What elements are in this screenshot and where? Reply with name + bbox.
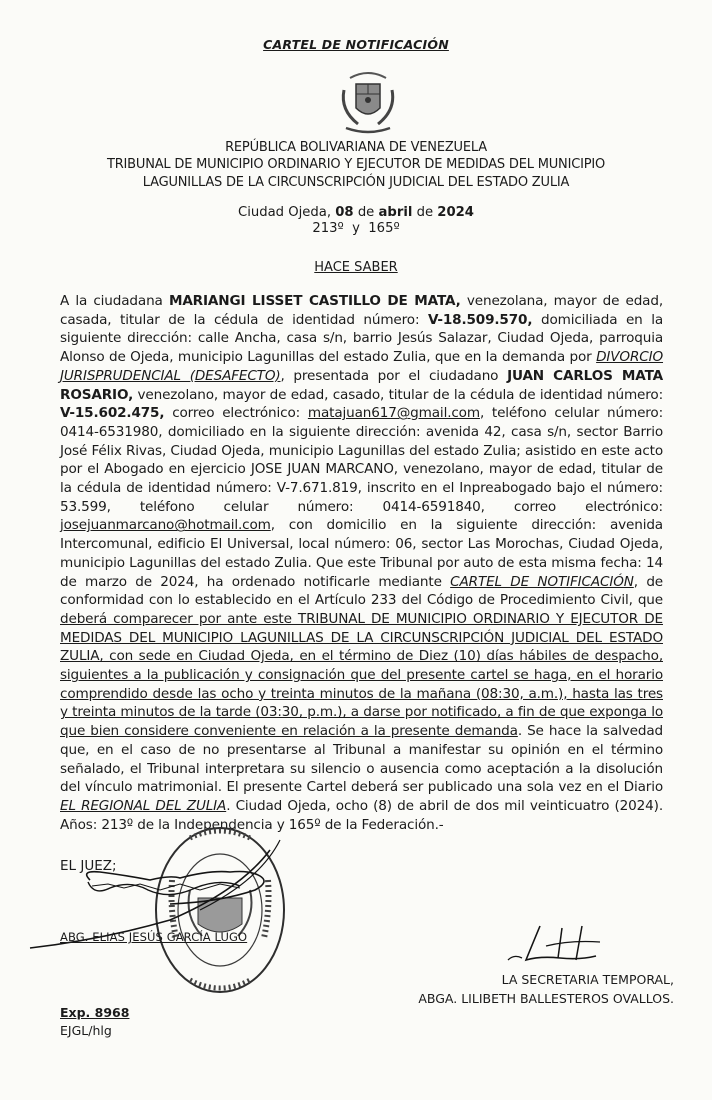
document-title: CARTEL DE NOTIFICACIÓN bbox=[263, 37, 449, 52]
demand-type: DIVORCIO JURISPRUDENCIAL (DESAFECTO) bbox=[60, 349, 664, 384]
newspaper-name: EL REGIONAL DEL ZULIA bbox=[60, 797, 227, 814]
expediente-number: Exp. 8968 bbox=[60, 1005, 130, 1020]
secretary-title: LA SECRETARIA TEMPORAL, bbox=[501, 972, 674, 987]
notice-body: A la ciudadana MARIANGI LISSET CASTILLO DE MATA, venezolana, mayor de edad, casada, titular de la cédula de identidad número: V-18.509.570, domiciliada en la siguiente dirección: calle Ancha, casa s/n, barrio Jesús Salazar, Ciudad Ojeda, parroquia Alonso de Ojeda, municipio Lagunillas del estado Zulia, que en la demanda por DIVORCIO JURISPRUDENCIAL (DESAFECTO), presentada por el ciudadano JUAN CARLOS MATA ROSARIO, venezolano, mayor de edad, casado, titular de la cédula de identidad número: V-15.602.475, correo electrónico: matajuan617@gmail.com, teléfono celular número: 0414-6531980, domiciliado en la siguiente dirección: avenida 42, casa s/n, sector Barrio José Félix Rivas, Ciudad Ojeda, municipio Lagunillas del estado Zulia; asistido en este acto por el Abogado en ejercicio JOSE JUAN MARCANO, venezolano, mayor de edad, titular de la cédula de identidad número: V-7.671.819, inscrito en el Inpreabogado bajo el número: 53.599, teléfono celular número: 0414-6591840, correo electrónico: josejuanmarcano@hotmail.com, con domicilio en la siguiente dirección: avenida Intercomunal, edificio El Universal, local número: 06, sector Las Morochas, Ciudad Ojeda, municipio Lagunillas del estado Zulia. Que este Tribunal por auto de esta misma fecha: 14 de marzo de 2024, ha ordenado notificarle mediante CARTEL DE NOTIFICACIÓN, de conformidad con lo establecido en el Artículo 233 del Código de Procedimiento Civil, que deberá comparecer por ante este TRIBUNAL DE MUNICIPIO ORDINARIO Y EJECUTOR DE MEDIDAS DEL MUNICIPIO LAGUNILLAS DE LA CIRCUNSCRIPCIÓN JUDICIAL DEL ESTADO ZULIA, con sede en Ciudad Ojeda, en el término de Diez (10) días hábiles de despacho, siguientes a la publicación y consignación que del presente cartel se haga, en el horario comprendido desde las ocho y treinta minutos de la mañana (08:30, a.m.), hasta las tres y treinta minutos de la tarde (03:30, p.m.), a darse por notificado, a fin de que exponga lo que bien considere conveniente en relación a la presente demanda. Se hace la salvedad que, en el caso de no presentarse al Tribunal a manifestar su opinión en el término señalado, el Tribunal interpretara su silencio o ausencia como aceptación a la disolución del vínculo matrimonial. El presente Cartel deberá ser publicado una sola vez en el Diario EL REGIONAL DEL ZULIA. Ciudad Ojeda, ocho (8) de abril de dos mil veinticuatro (2024). Años: 213º de la Independencia y 165º de la Federación.- bbox=[60, 293, 664, 833]
header-line-2: TRIBUNAL DE MUNICIPIO ORDINARIO Y EJECUTOR DE MEDIDAS DEL MUNICIPIO bbox=[106, 157, 606, 172]
years-reference: 213º y 165º bbox=[312, 221, 400, 236]
comparecencia-clause: deberá comparecer por ante este TRIBUNAL DE MUNICIPIO ORDINARIO Y EJECUTOR DE MEDIDAS DEL MUNICIPIO LAGUNILLAS DE LA CIRCUNSCRIPCIÓN JUDICIAL DEL ESTADO ZULIA, con sede en Ciudad Ojeda, en el término de Diez (10) días hábiles de despacho, siguientes a la publicación y consignación que del presente cartel se haga, en el horario comprendido desde las ocho y treinta minutos de la mañana (08:30, a.m.), hasta las tres y treinta minutos de la tarde (03:30, p.m.), a darse por notificado, a fin de que exponga lo que bien considere conveniente en relación a la presente demanda bbox=[60, 610, 663, 740]
secretary-signature-icon bbox=[500, 920, 620, 970]
document-date: Ciudad Ojeda, 08 de abril de 2024 bbox=[238, 205, 474, 220]
email-plaintiff: matajuan617@gmail.com bbox=[307, 405, 480, 422]
header-line-1: REPÚBLICA BOLIVARIANA DE VENEZUELA bbox=[225, 140, 487, 155]
judge-name: ABG. ELIAS JESÚS GARCÍA LUGO bbox=[60, 930, 248, 944]
email-attorney: josejuanmarcano@hotmail.com bbox=[60, 517, 271, 534]
secretary-name: ABGA. LILIBETH BALLESTEROS OVALLOS. bbox=[418, 991, 674, 1006]
judge-label: EL JUEZ; bbox=[60, 858, 117, 874]
document-initials: EJGL/hlg bbox=[60, 1023, 112, 1038]
header-line-3: LAGUNILLAS DE LA CIRCUNSCRIPCIÓN JUDICIAL DEL ESTADO ZULIA bbox=[142, 175, 570, 190]
coat-of-arms-icon bbox=[336, 70, 400, 136]
hace-saber-heading: HACE SABER bbox=[314, 260, 398, 275]
